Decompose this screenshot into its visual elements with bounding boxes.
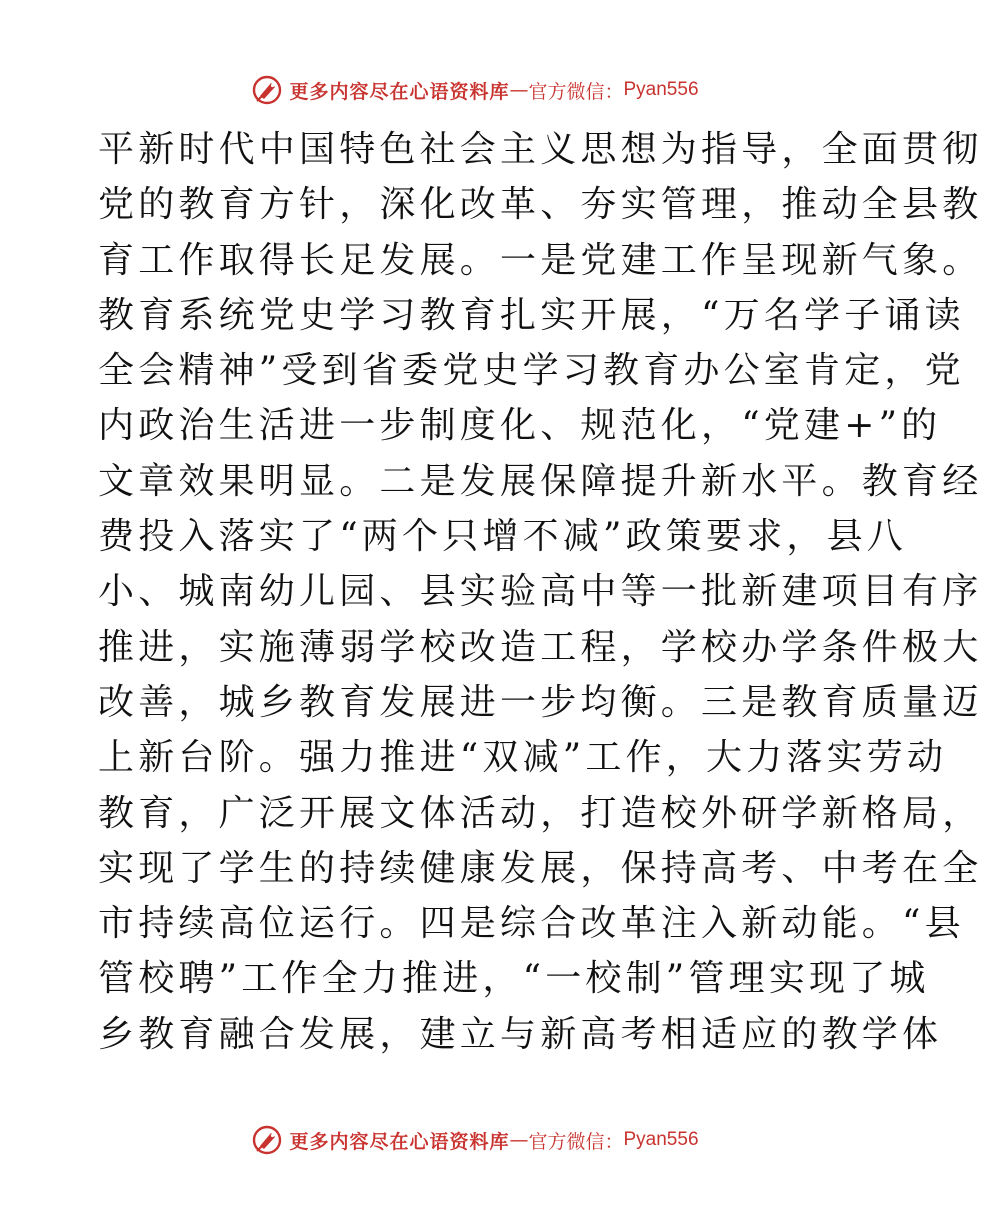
watermark-handle: Pyan556 [623,79,699,100]
header-watermark [0,70,950,110]
text-line: 改善，城乡教育发展进一步均衡。三是教育质量迈 [98,681,982,723]
watermark-handle: Pyan556 [623,1129,699,1150]
watermark-separator: — [509,79,529,101]
document-body [98,122,982,1062]
text-line: 内政治生活进一步制度化、规范化，“党建+”的 [98,405,942,447]
text-line: 上新台阶。强力推进“双减”工作，大力落实劳动 [98,737,948,779]
watermark-label: 官方微信： [528,80,624,103]
text-line: 育工作取得长足发展。一是党建工作呈现新气象。 [98,239,982,281]
watermark-separator: — [509,1129,529,1151]
text-line: 小、城南幼儿园、县实验高中等一批新建项目有序 [98,571,982,613]
text-line: 文章效果明显。二是发展保障提升新水平。教育经 [98,460,982,502]
text-line: 教育，广泛开展文体活动，打造校外研学新格局， [98,792,982,834]
watermark-brand: 更多内容尽在心语资料库 [289,1130,510,1153]
text-line: 乡教育融合发展，建立与新高考相适应的教学体 [98,1013,943,1055]
footer-watermark [0,1120,950,1160]
text-line: 管校聘”工作全力推进，“一校制”管理实现了城 [98,958,930,1000]
text-line: 教育系统党史学习教育扎实开展，“万名学子诵读 [98,294,965,336]
watermark-label: 官方微信： [528,1130,624,1153]
watermark-brand: 更多内容尽在心语资料库 [289,80,510,103]
pen-nib-logo-icon [251,74,283,106]
text-line: 平新时代中国特色社会主义思想为指导，全面贯彻 [98,129,982,170]
text-line: 党的教育方针，深化改革、夯实管理，推动全县教 [98,184,982,226]
pen-nib-logo-icon [251,1124,283,1156]
text-line: 推进，实施薄弱学校改造工程，学校办学条件极大 [98,626,982,668]
text-line: 实现了学生的持续健康发展，保持高考、中考在全 [98,847,982,889]
text-line: 费投入落实了“两个只增不减”政策要求，县八 [98,516,908,558]
text-line: 全会精神”受到省委党史学习教育办公室肯定，党 [98,350,965,392]
text-line: 市持续高位运行。四是综合改革注入新动能。“县 [98,903,965,945]
